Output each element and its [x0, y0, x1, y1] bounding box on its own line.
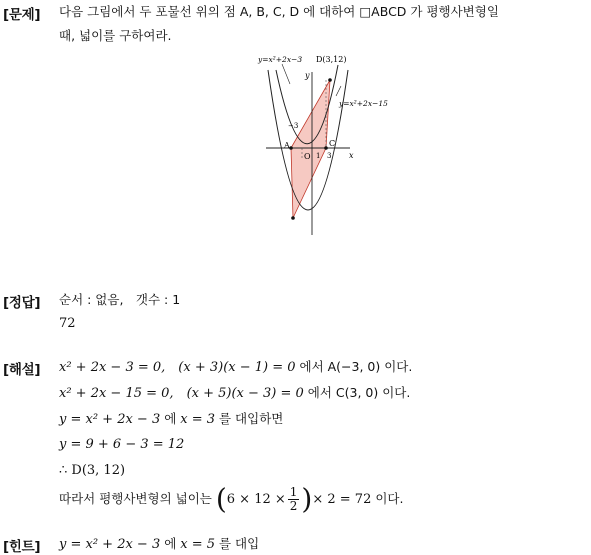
explanation-line-4: y = 9 + 6 − 3 = 12 — [59, 437, 185, 452]
explanation-line-6: 따라서 평행사변형의 넓이는 (6 × 12 × $\frac{1}{2}$ )× 2 = 72 이다. — [59, 482, 404, 516]
problem-text-line-1: 다음 그림에서 두 포물선 위의 점 A, B, C, D 에 대하여 □ABCD 가 평행사변형일 — [59, 4, 499, 19]
label-c: C — [329, 139, 336, 148]
parabola-figure — [248, 50, 398, 250]
label-x: x — [349, 151, 354, 160]
parallelogram-abcd — [291, 80, 330, 218]
problem-text-line-2: 때, 넓이를 구하여라. — [59, 28, 172, 43]
problem-tag: [문제] — [3, 7, 41, 23]
label-y: y — [305, 71, 310, 80]
hint-line: y = x² + 2x − 3 에 x = 5 를 대입 — [59, 536, 260, 552]
label-o: O — [304, 152, 311, 161]
label-a: A — [284, 141, 290, 150]
label-minus3: −3 — [288, 122, 299, 130]
hint-tag: [힌트] — [3, 539, 41, 555]
point-d — [328, 78, 332, 82]
explanation-line-1: x² + 2x − 3 = 0, (x + 3)(x − 1) = 0 에서 A(−3, 0) 이다. — [59, 359, 413, 375]
answer-tag: [정답] — [3, 295, 41, 311]
label-d: D(3,12) — [316, 55, 347, 64]
label-3: 3 — [327, 152, 332, 160]
explanation-tag: [해설] — [3, 362, 41, 378]
explanation-line-2: x² + 2x − 15 = 0, (x + 5)(x − 3) = 0 에서 C(3, 0) 이다. — [59, 385, 411, 401]
label-eq1: y=x²+2x−3 — [258, 55, 303, 64]
label-eq2: y=x²+2x−15 — [339, 99, 388, 108]
answer-value: 72 — [59, 316, 76, 331]
explanation-line-3: y = x² + 2x − 3 에 x = 3 를 대입하면 — [59, 411, 284, 427]
answer-line-1: 순서 : 없음, 갯수 : 1 — [59, 292, 181, 307]
point-c — [324, 146, 328, 150]
point-b — [291, 216, 295, 220]
explanation-line-5: ∴ D(3, 12) — [59, 463, 126, 478]
label-1: 1 — [316, 152, 321, 160]
